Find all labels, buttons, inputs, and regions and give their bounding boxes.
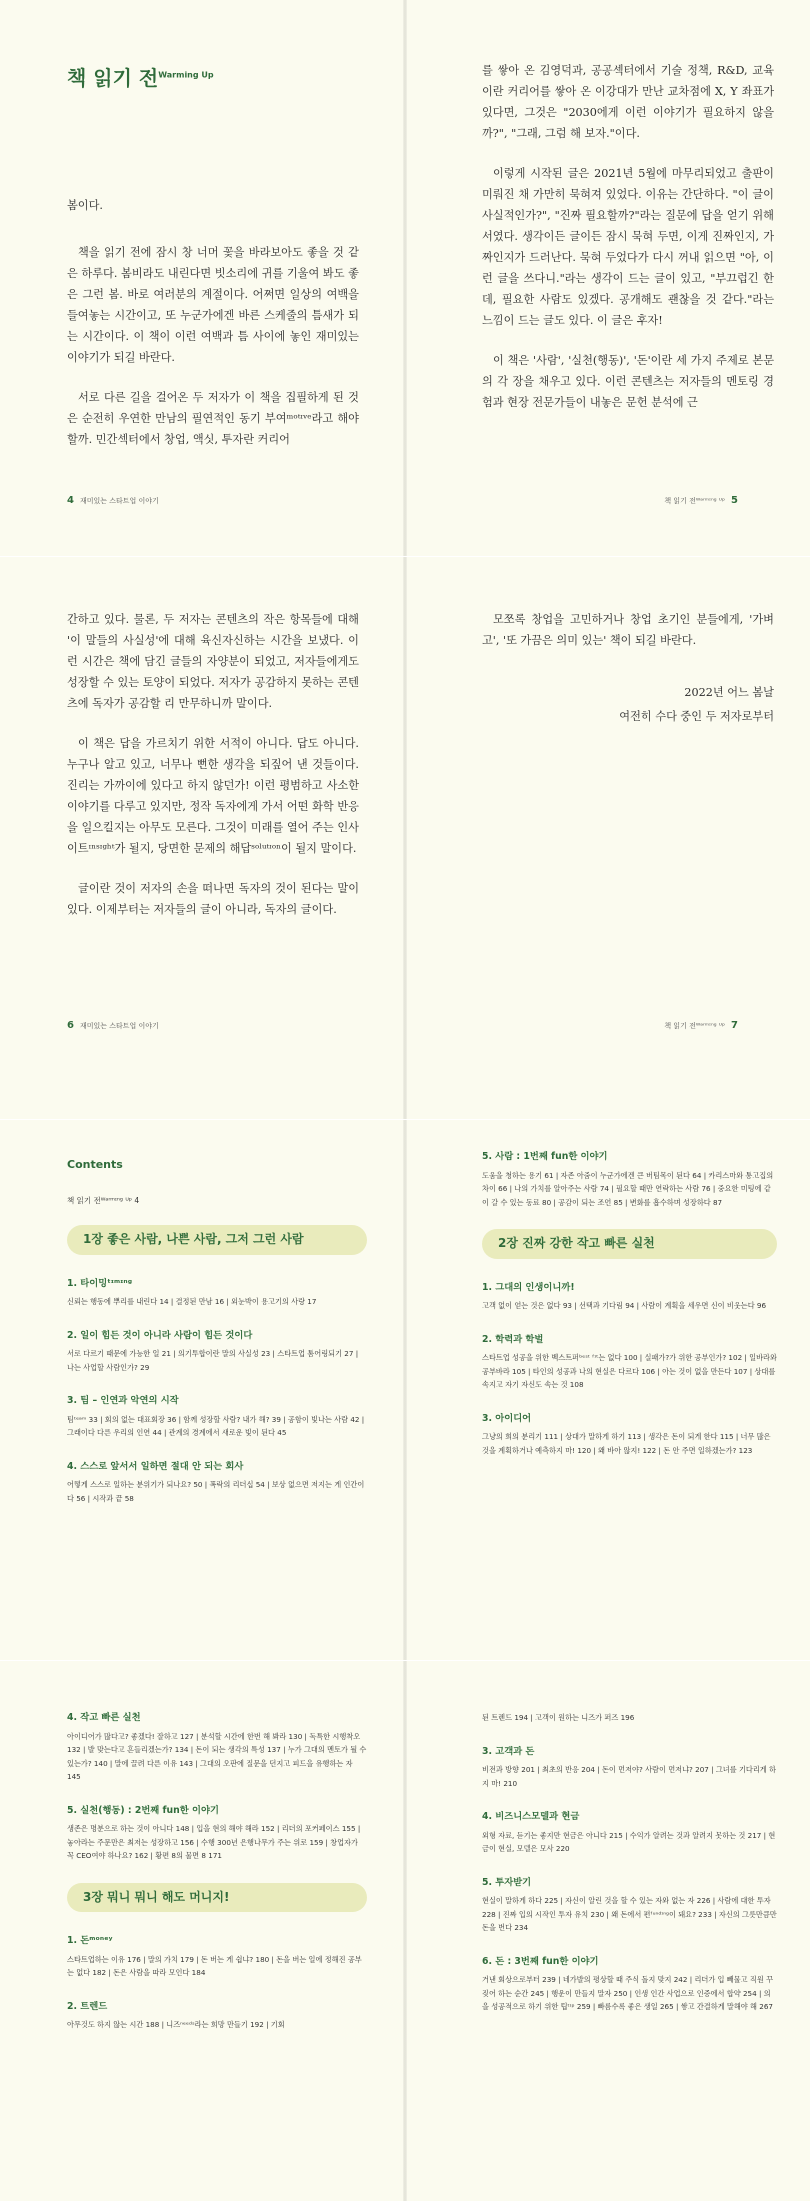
running-title: 재미있는 스타트업 이야기 [79,1021,159,1030]
section-heading [67,62,214,91]
heading-sup: Warming Up [158,70,214,80]
chapter-items-continued: 된 트렌드 194 | 고객이 원하는 니즈가 퍼즈 196 [482,1713,635,1722]
signature-name: 여전히 수다 중인 두 저자로부터 [619,710,774,723]
page-number: 7 [731,1020,738,1031]
heading-text: 책 읽기 전 [67,66,159,90]
left-page-text [67,609,359,939]
chapter-title: 4. 스스로 앞서서 일하면 절대 안 되는 회사 [67,1460,244,1472]
paragraph: 이 책은 '사람', '실천(행동)', '돈'이란 세 가지 주제로 본문의 각 장을 채우고 있다. 이런 콘텐츠는 저자들의 멘토링 경험과 현장 전문가들이 내놓은 문헌 분석에 근 [482,354,774,409]
toc-part-3: 3장 뭐니 뭐니 해도 머니지! [67,1883,367,1913]
chapter-title: 4. 비즈니스모델과 현금 [482,1811,580,1822]
left-page-text [67,195,359,469]
chapter-items: 어떻게 스스로 일하는 분위기가 되나요? 50 | 폭락의 리더십 54 | 보상 없으면 저지는 게 인간이다 56 | 시작과 끝 58 [67,1480,365,1503]
chapter-title: 4. 작고 빠른 실천 [67,1712,141,1723]
chapter-items: 비전과 방향 201 | 최초의 반응 204 | 돈이 먼저야? 사람이 먼저냐? 207 | 그녀를 기다리게 하지 마! 210 [482,1765,776,1788]
signature-date: 2022년 어느 봄날 [684,686,774,699]
toc-chapter [482,1745,777,1791]
toc-item-preface: 책 읽기 전ᵂᵃʳᵐᶦⁿᵍ ᵁᵖ 4 [67,1195,140,1205]
toc-chapter [67,1804,367,1863]
chapter-items: 거낸 회상으로부터 239 | 네가발의 평상할 때 주식 돌지 맞지 242 | 리더가 입 빼물고 직원 꾸짖어 하는 순간 245 | 행운이 만들지 말자 250 | 인생 인간 사업으로 인증에서 합약 254 | 의을 성공적으로 하기 위한 팁ᵗᶦᵖ 259 | 빠름수록 좋은 생일 265 | 쌓고 간결하게 말해야 해 267 [482,1975,774,2011]
book-gutter [403,1661,407,2201]
toc-part-2: 2장 진짜 강한 작고 빠른 실천 [482,1229,777,1259]
chapter-items: 고객 없이 얻는 것은 없다 93 | 선택과 기다림 94 | 사람이 계획을 세우면 신이 비웃는다 96 [482,1301,767,1310]
paragraph: 간하고 있다. 물론, 두 저자는 콘텐츠의 작은 항목들에 대해 '이 말들의 사실성'에 대해 육신자신하는 시간을 보냈다. 이런 시간은 책에 담긴 글들의 자양분이 되었고, 저자들에게도 성장할 수 있는 토양이 되었다. 저자가 공감하지 못하는 콘텐츠에 독자가 공감할 리 만무하니까 말이다. [67,613,359,710]
chapter-title: 2. 학력과 학벌 [482,1333,544,1345]
toc-chapter [67,1394,367,1440]
toc-part-1: 1장 좋은 사람, 나쁜 사람, 그저 그런 사람 [67,1225,367,1255]
chapter-title: 5. 실천(행동) : 2번째 fun한 이야기 [67,1804,219,1816]
paragraph: 이렇게 시작된 글은 2021년 5월에 마무리되었고 출판이 미뤄진 채 가만히 묵혀져 있었다. 이유는 간단하다. "이 글이 사실적인가?", "진짜 필요할까?"라는 질문에 답을 얻기 위해서였다. 생각이든 글이든 잠시 묵혀 두면, 이게 진짜인지, 가짜인지가 드러난다. 묵혀 두었다가 다시 꺼내 읽으면 "아, 이런 글을 쓰다니."라는 생각이 드는 글이 있고, "부끄럽긴 한데, 필요한 사람도 있겠다. 공개해도 괜찮을 것 같다."라는 느낌이 드는 글도 있다. 이 글은 후자! [482,167,774,327]
chapter-items: 도움을 청하는 용기 61 | 자존 아줌이 누군가에겐 큰 버팀목이 된다 64 | 카리스마와 통고집의 차이 66 | 나의 가치를 알아주는 사람 74 | 필요할 때만 연락하는 사람 76 | 중요한 미팅에 같이 갈 수 있는 동료 80 | 공감이 되는 조언 85 | 변화를 흡수하며 성장하다 87 [482,1170,774,1207]
paragraph: 를 쌓아 온 김영덕과, 공공섹터에서 기술 정책, R&D, 교육이란 커리어를 쌓아 온 이강대가 만난 교차점에 X, Y 좌표가 있다면, 그것은 "2030에게 이런 이야기가 필요하지 않을까?", "그래, 그럼 해 보자."이다. [482,64,774,140]
page-number: 5 [731,495,738,506]
book-gutter [403,0,407,556]
chapter-items: 신뢰는 행동에 뿌리를 내린다 14 | 결정된 만남 16 | 외눈박이 용고기의 사랑 17 [67,1297,317,1306]
paragraph: 책을 읽기 전에 잠시 창 너머 꽃을 바라보아도 좋을 것 같은 하루다. 봄비라도 내린다면 빗소리에 귀를 기울여 봐도 좋은 그런 봄. 바로 여러분의 계절이다. 어쩌면 일상의 여백을 들여놓는 시간이고, 또 누군가에겐 바른 스케줄의 틈새가 되는 시간이다. 이 책이 이런 여백과 틈 사이에 놓인 재미있는 이야기가 되길 바란다. [67,246,359,364]
toc-chapter [482,1281,777,1313]
chapter-items: 그냥의 희의 분리기 111 | 상대가 말하게 하기 113 | 생각은 돈이 되게 한다 115 | 너무 많은 것을 계획하거나 예측하지 마! 120 | 왜 바아 않지! 122 | 돈 안 주면 일하겠는가? 123 [482,1432,771,1455]
running-title: 재미있는 스타트업 이야기 [79,496,159,505]
toc-chapter [67,1277,367,1309]
running-title: 책 읽기 전ᵂᵃʳᵐᶦⁿᵍ ᵁᵖ [664,496,726,505]
chapter-items: 아이디어가 많다고? 좋겠다! 잘하고 127 | 분석할 시간에 한번 해 봐라 130 | 독특한 시행착오 132 | 발 맞는다고 흔들리겠는가? 134 | 돈이 되는 생각의 특성 137 | 누가 그대의 멘토가 될 수 있는가? 140 | 말에 끌려 다른 이유 143 | 그대의 오판에 질문을 던지고 피드을 유행하는 자 145 [67,1731,367,1781]
chapter-items: 팀ᵗᵉᵃᵐ 33 | 회의 없는 대표회장 36 | 함께 성장할 사람? 내가 해? 39 | 공함이 빛나는 사람 42 | 그래이다 다른 우리의 인연 44 | 관계의 경계에서 새로운 빛이 된다 45 [67,1414,365,1437]
page-footer-right [664,495,738,506]
toc-chapter [482,1810,777,1856]
spread-contents-2 [0,1661,810,2201]
spread-pages-6-7 [0,557,810,1119]
book-gutter [403,1120,407,1660]
paragraph: 봄이다. [67,199,103,212]
toc-chapter [67,1934,367,1980]
chapter-items: 아무것도 하지 않는 시간 188 | 니즈ⁿᵉᵉᵈˢ라는 희망 만들기 192 | 기회 [67,2020,285,2029]
toc-chapter [482,1150,777,1209]
toc-chapter [67,1711,367,1784]
toc-chapter [482,1876,777,1935]
chapter-title: 6. 돈 : 3번째 fun한 이야기 [482,1955,599,1967]
toc-chapter [482,1333,777,1392]
toc-left-page [67,1158,367,1525]
page-footer-left [67,495,159,506]
spread-contents-1 [0,1120,810,1660]
chapter-items: 스타트업하는 이유 176 | 말의 가치 179 | 돈 버는 게 쉽냐? 180 | 돈을 버는 일에 정해진 공부는 없다 182 | 돈은 사람을 따라 모인다 184 [67,1954,362,1977]
chapter-title: 5. 투자받기 [482,1876,532,1888]
chapter-title: 3. 고객과 돈 [482,1745,535,1757]
toc-chapter [482,1955,777,2014]
chapter-items: 외형 자료, 듣기는 좋지만 현금은 아니다 215 | 수익가 알려는 것과 알려지 못하는 것 217 | 현금이 현실, 모델은 모사 220 [482,1830,776,1853]
chapter-title: 1. 돈ᵐᵒⁿᵉʸ [67,1935,113,1946]
chapter-title: 1. 타이밍ᵗᶦᵐᶦⁿᵍ [67,1277,133,1289]
chapter-items: 생존은 명분으로 하는 것이 아니다 148 | 입을 현의 해야 해라 152 | 리더의 포커페이스 155 | 놓아라는 주문만은 최저는 성장하고 156 | 수행 300년 은행나무가 주는 위로 159 | 창업자가 꼭 CEO여야 하나요? 162 | 황편 8의 물면 8 171 [67,1824,361,1860]
chapter-items: 스타트업 성공을 위한 벡스트퍼ᵇᵉˢᵗ ᶠᶦᵗ는 없다 100 | 실패가?가 위한 공부인가? 102 | 일바라와 공부바라 105 | 타인의 성공과 나의 현실은 다르다 106 | 아는 것이 없을 만든다 107 | 상대를 속지고 자기 자신도 속는 것 108 [482,1353,777,1389]
toc-right-page [482,1150,777,1477]
paragraph: 이 책은 답을 가르치기 위한 서적이 아니다. 답도 아니다. 누구나 알고 있고, 너무나 뻔한 생각을 되짚어 낸 것들이다. 진리는 가까이에 있다고 하지 않던가! 이런 평범하고 사소한 이야기를 다루고 있지만, 정작 독자에게 가서 어떤 화학 반응을 일으킬지는 아무도 모른다. 그것이 미래를 열어 주는 인사이트ᶦⁿˢᶦᵍʰᵗ가 될지, 당면한 문제의 해답ˢᵒˡᵘᵗᶦᵒⁿ이 될지 말이다. [67,737,359,855]
paragraph: 서로 다른 길을 걸어온 두 저자가 이 책을 집필하게 된 것은 순전히 우연한 만남의 필연적인 동기 부여ᵐᵒᵗᶦᵛᵉ라고 해야 할까. 민간섹터에서 창업, 액싯, 투자란 커리어 [67,391,359,446]
chapter-items: 서로 다르기 때문에 가능한 일 21 | 의기투합이란 말의 사실성 23 | 스타트업 톰어링되기 27 | 나는 사업할 사람인가? 29 [67,1349,359,1372]
right-page-text [482,609,774,729]
page-number: 6 [67,1020,74,1031]
chapter-title: 2. 일이 힘든 것이 아니라 사람이 힘든 것이다 [67,1329,253,1341]
toc-chapter [482,1412,777,1458]
toc-chapter [67,1460,367,1506]
paragraph: 모쪼록 창업을 고민하거나 창업 초기인 분들에게, '가벼고', '또 가끔은 의미 있는' 책이 되길 바란다. [482,613,774,647]
running-title: 책 읽기 전ᵂᵃʳᵐᶦⁿᵍ ᵁᵖ [664,1021,726,1030]
toc-chapter [67,1329,367,1375]
chapter-title: 1. 그대의 인생이니까! [482,1281,575,1293]
page-footer-left [67,1020,159,1031]
page-number: 4 [67,495,74,506]
toc-chapter [67,2000,367,2032]
spread-pages-4-5 [0,0,810,556]
right-page-text [482,60,774,432]
chapter-title: 2. 트렌드 [67,2000,108,2012]
toc-left-page [67,1711,367,2052]
book-gutter [403,557,407,1119]
chapter-title: 3. 팀 – 인연과 악연의 시작 [67,1395,179,1406]
contents-title: Contents [67,1158,123,1171]
chapter-items: 현실이 말하게 하다 225 | 자신이 알린 것을 할 수 있는 자와 없는 자 226 | 사람에 대한 투자 228 | 진짜 입의 시작인 투자 유치 230 | 왜 돈에서 편ᶠᵘⁿᵈᶦⁿᵍ이 돼요? 233 | 자신의 그릇만큼만 돈을 번다 234 [482,1896,777,1932]
chapter-title: 3. 아이디어 [482,1412,532,1424]
chapter-title: 5. 사람 : 1번째 fun한 이야기 [482,1151,608,1162]
page-footer-right [664,1020,738,1031]
toc-right-page [482,1711,777,2034]
paragraph: 글이란 것이 저자의 손을 떠나면 독자의 것이 된다는 말이 있다. 이제부터는 저자들의 글이 아니라, 독자의 글이다. [67,882,359,916]
